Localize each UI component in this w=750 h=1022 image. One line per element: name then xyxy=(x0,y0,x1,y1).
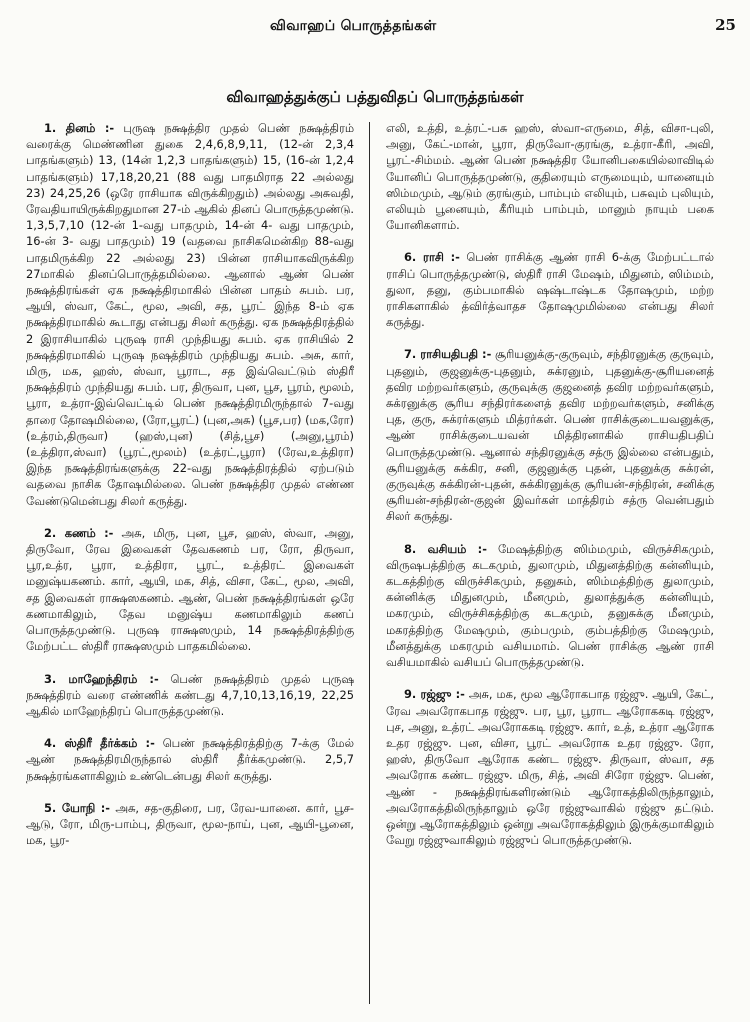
paragraph-mahendram xyxy=(26,671,354,720)
paragraph-rasi xyxy=(386,249,714,330)
section-text-dinam: புருஷ நக்ஷத்திர முதல் பெண் நக்ஷத்திரம் வரைக்கு மெண்ணின துகை 2,4,6,8,9,11, (12-ன் 2,3,4 பாதங்களும்) 13, (14ன் 1,2,3 பாதங்களும்) 15, (16-ன் 1,2,4 பாதங்களும்) 17,18,20,21 (88 வது பாதமிராத 22 அல்லது 23) 24,25,26 (ஒரே ராசியாக விருக்கிறதும்) அல்லது அசுவதி, ரேவதியாயிருக்கிறதுமான 27-ம் ஆகில் தினப் பொருத்தமுண்டு. 1,3,5,7,10 (12-ன் 1-வது பாதமும், 14-ன் 4- வது பாதமும், 16-ன் 3- வது பாதமும்) 19 (வதவை நாசிகமென்கிற 88-வது பாதமிருக்கிற 22 அல்லது 23) பின்ன ராசியாகவிருக்கிற 27மாகில் தினப்பொருத்தமில்லை. ஆனால் ஆண் பெண் நக்ஷத்திரங்கள் ஏக நக்ஷத்திரமாகில் பின்ன பாதம் சுபம். பர, ஆயி, ஸ்வா, கேட், மூல, அவி, சத, பூரட் இந்த 8-ம் ஏக நக்ஷத்திரமாகில் கூடாது என்பது சிலர் கருத்து. ஏக நக்ஷத்திரத்தில் 2 இராசியாகில் புருஷ ராசி முந்தியது சுபம். ஏக ராசியில் 2 நக்ஷத்திரமாகில் புருஷ நஷத்திரம் முந்தியது சுபம். அசு, கார், மிரு, மக, ஹஸ், ஸ்வா, பூராட, சத இவ்வெட்டும் ஸ்திரீ நக்ஷத்திரம் முந்தியது சுபம். பர, திருவா, புன, பூச, பூரம், மூலம், பூரா, உத்ரா-இவ்வெட்டில் பெண் நக்ஷத்திரமிருந்தால் 7-வது தாரை தோஷமில்லை, (ரோ,பூரட்) (புன,அசு) (பூச,பர) (மக,ரோ) (உத்ரம்,திருவா) (ஹஸ்,புன) (சித்,பூச) (அனு,பூரம்) (உத்திரா,ஸ்வா) (பூரட்,மூலம்) (உத்ரட்,பூரா) (ரேவ,உத்திரா) இந்த நக்ஷத்திரங்களுக்கு 22-வது நக்ஷத்திரத்தில் ஏற்படும் வதவை நாசிக தோஷமில்லை. பெண் நக்ஷத்திர முதல் எண்ண வேண்டுமென்பது சிலர் கருத்து. xyxy=(26,121,355,508)
paragraph-dinam xyxy=(26,120,354,509)
paragraph-rasi-adhipati xyxy=(386,346,714,524)
page-number: 25 xyxy=(715,16,736,34)
section-text-rajju: அசு, மக, மூல ஆரோகபாத ரஜ்ஜு. ஆயி, கேட், ரேவ அவரோகபாத ரஜ்ஜு. பர, பூர, பூராட ஆரோககடி ரஜ்ஜு, புச, அனு, உத்ரட் அவரோககடி ரஜ்ஜு. கார், உத், உத்ரா ஆரோக உதர ரஜ்ஜு. புன, விசா, பூரட் அவரோக உதர ரஜ்ஜு. ரோ, ஹஸ், திருவோ ஆரோக கண்ட ரஜ்ஜு. திருவா, ஸ்வா, சத அவரோக கண்ட ரஜ்ஜு. மிரு, சித், அவி சிரோ ரஜ்ஜு. பெண், ஆண் - நக்ஷத்திரங்களிரண்டும் ஆரோகத்திலிருந்தாலும், அவரோகத்திலிருந்தாலும் ஒரே ரஜ்ஜுவாகில் ரஜ்ஜு தட்டும். ஒன்று ஆரோகத்திலும் ஒன்று அவரோகத்திலும் இருக்குமாகிலும் வேறு ரஜ்ஜுவாகிலும் ரஜ்ஜுப் பொருத்தமுண்டு. xyxy=(386,687,714,848)
section-text-rasi-adhipati: சூரியனுக்கு-குருவும், சந்திரனுக்கு குருவும், புதனும், குஜனுக்கு-புதனும், சுக்ரனும், புதனுக்கு-சூரியனைத் தவிர மற்றவர்களும், குருவுக்கு குஜனைத் தவிர மற்றவர்களும், சுக்ரனுக்கு சூரிய சந்திரர்களைத் தவிர மற்றவர்களும், சனிக்கு புத, குரு, சுக்ரர்களும் மித்ரர்கள். பெண் ராசிக்குடையவனுக்கு, ஆண் ராசிக்குடையவன் மித்திரனாகில் ராசியதிபதிப் பொருத்தமுண்டு. ஆனால் சந்திரனுக்கு சத்ரு இல்லை என்பதும், சூரியனுக்கு சுக்கிர, சனி, குஜனுக்கு புதன், புதனுக்கு சுக்ரன், குருவுக்கு சுக்கிரன்-புதன், சுக்கிரனுக்கு சூரியன்-சந்திரன், சனிக்கு சூரியன்-சந்திரன்-குஜன் இவர்கள் மாத்திரம் சத்ரு வென்பதும் சிலர் கருத்து. xyxy=(386,347,714,524)
paragraph-yoni xyxy=(26,800,354,849)
running-header xyxy=(0,14,750,44)
section-text-ganam: அசு, மிரு, புன, பூச, ஹஸ், ஸ்வா, அனு, திருவோ, ரேவ இவைகள் தேவகணம் பர, ரோ, திருவா, பூர,உத்ர, பூரா, உத்திரா, பூரட், உத்திரட் இவைகள் மனுஷ்யகணம். கார், ஆயி, மக, சித், விசா, கேட், மூல, அவி, சத இவைகள் ராக்ஷஸகணம். ஆண், பெண் நக்ஷத்திரங்கள் ஒரே கணமாகிலும், தேவ மனுஷ்ய கணமாகிலும் கணப் பொருத்தமுண்டு. புருஷ ராக்ஷஸமும், 14 நக்ஷத்திரத்திற்கு மேற்பட்ட ஸ்திரீ ராக்ஷஸமும் பாதகமில்லை. xyxy=(26,525,354,654)
section-text-mahendram: பெண் நக்ஷத்திரம் முதல் புருஷ நக்ஷத்திரம் வரை எண்ணிக் கண்டது 4,7,10,13,16,19, 22,25 ஆகில் மாஹேந்திரப் பொருத்தமுண்டு. xyxy=(26,671,354,718)
paragraph-vasiyam xyxy=(386,541,714,671)
section-heading-rasi-adhipati: 7. ராசியதிபதி :- xyxy=(404,347,492,362)
section-text-stree-deergham: பெண் நக்ஷத்திரத்திற்கு 7-க்கு மேல் ஆண் நக்ஷத்திரமிருந்தால் ஸ்திரீ தீர்க்கமுண்டு. 2,5,7 நக்ஷத்ரங்களாகிலும் உண்டென்பது சிலர் கருத்து. xyxy=(26,736,354,783)
section-heading-ganam: 2. கணம் :- xyxy=(44,525,114,540)
paragraph-yoni-continued xyxy=(386,120,714,233)
left-column xyxy=(26,120,354,848)
paragraph-stree-deergham xyxy=(26,735,354,784)
section-text-yoni: அசு, சத-குதிரை, பர, ரேவ-யானை. கார், பூச-ஆடு, ரோ, மிரு-பாம்பு, திருவா, மூல-நாய், புன, ஆயி-பூனை, மக, பூர- xyxy=(26,800,354,848)
paragraph-rajju xyxy=(386,686,714,848)
section-heading-rasi: 6. ராசி :- xyxy=(404,250,460,265)
section-heading-stree-deergham: 4. ஸ்திரீ தீர்க்கம் :- xyxy=(44,736,155,751)
section-heading-vasiyam: 8. வசியம் :- xyxy=(404,541,487,556)
section-heading-yoni: 5. யோநி :- xyxy=(44,800,111,815)
section-heading-dinam: 1. தினம் :- xyxy=(44,121,115,135)
right-column xyxy=(386,120,714,848)
section-text-yoni-continued: எலி, உத்தி, உத்ரட்-பசு ஹஸ், ஸ்வா-எருமை, சித், விசா-புலி, அனு, கேட்-மான், பூரா, திருவோ-குரங்கு, உத்ரா-கீரி, அவி, பூரட்-சிம்மம். ஆண் பெண் நக்ஷத்திர யோனிபகையில்லாவிடில் யோனிப் பொருத்தமுண்டு, குதிரையும் எருமையும், யானையும் ஸிம்மமும், ஆடும் குரங்கும், பாம்பும் எலியும், பசுவும் புலியும், எலியும் பூனையும், கீரியும் பாம்பும், மானும் நாயும் பகை யோனிகளாம். xyxy=(386,121,714,233)
paragraph-ganam xyxy=(26,525,354,655)
section-text-rasi: பெண் ராசிக்கு ஆண் ராசி 6-க்கு மேற்பட்டால் ராசிப் பொருத்தமுண்டு, ஸ்திரீ ராசி மேஷம், மிதுனம், ஸிம்மம், துலா, தனு, கும்பமாகில் ஷஷ்டாஷ்டக தோஷமும், மற்ற ராசிகளாகில் த்விர்த்வாதச தோஷமுமில்லை என்பது சிலர் கருத்து. xyxy=(386,250,714,330)
section-text-vasiyam: மேஷத்திற்கு ஸிம்மமும், விருச்சிகமும், விருஷபத்திற்கு கடகமும், துலாமும், மிதுனத்திற்கு கன்னியும், கடகத்திற்கு விருச்சிகமும், தனுசும், ஸிம்மத்திற்கு துலாமும், கன்னிக்கு மிதுனமும், மீனமும், துலாத்துக்கு கன்னியும், மகரமும், விருச்சிகத்திற்கு கடகமும், தனுசுக்கு மீனமும், மகரத்திற்கு மேஷமும், கும்பமும், கும்பத்திற்கு மேஷமும், மீனத்துக்கு மகரமும் வசியமாம். பெண் ராசிக்கு ஆண் ராசி வசியமாகில் வசியப் பொருத்தமுண்டு. xyxy=(386,541,714,670)
section-heading-rajju: 9. ரஜ்ஜு :- xyxy=(404,687,465,702)
running-title: விவாஹப் பொருத்தங்கள் xyxy=(270,18,437,34)
section-heading-mahendram: 3. மாஹேந்திரம் :- xyxy=(44,671,159,686)
page-title: விவாஹத்துக்குப் பத்துவிதப் பொருத்தங்கள் xyxy=(226,88,524,106)
column-divider xyxy=(369,122,370,1004)
